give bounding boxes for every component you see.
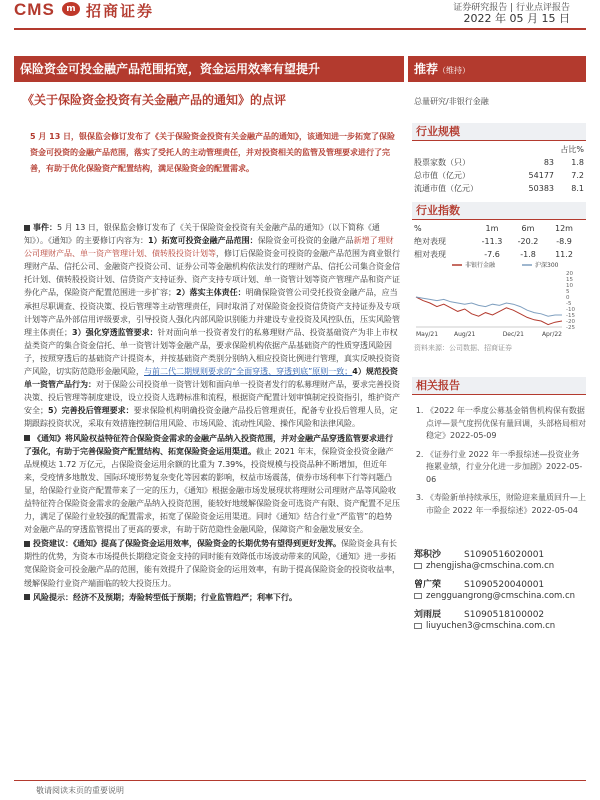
- analysts: [414, 550, 586, 632]
- table-cell: 54177: [528, 171, 554, 180]
- footer-note: 敬请阅读末页的重要说明: [36, 786, 124, 795]
- main-body: [24, 221, 400, 605]
- text: 2）落实主体责任：: [176, 288, 246, 298]
- y-tick-label: 15: [566, 277, 573, 283]
- text: 明确保险资管公司受托投资金融产品，应当承担尽职调查、投资决策、投后管理等主动管理责任，同时取消了对保险资金投资信贷资产支持证券及专项计划等产品外部信用评级要求，引导投资人强化内部风险识别能力并建设专业投资及风控队伍，压实风险管理主体责任；: [24, 288, 400, 337]
- text: 与前二代二期规则要求的“全面穿透、穿透到底”原则一致；: [144, 367, 353, 377]
- table-cell: -1.8: [520, 250, 536, 259]
- related-item[interactable]: 3. 《寿险新单持续承压，财险迎来量质回升—上市险企 2022 年一季报综述》2022-05-04: [426, 492, 586, 517]
- rating-note: （维持）: [438, 66, 471, 75]
- x-tick-label: Aug/21: [453, 331, 476, 338]
- analyst-mail-row: [414, 561, 586, 572]
- y-tick-label: 5: [566, 289, 570, 295]
- table-cell: 6m: [521, 224, 535, 233]
- text: 1）拓宽可投资金融产品范围：: [148, 236, 258, 246]
- logo-mark: m: [62, 2, 80, 16]
- mail-icon: [414, 593, 422, 599]
- table-cell: -7.6: [484, 250, 500, 259]
- report-subtitle: 《关于保险资金投资有关金融产品的通知》的点评: [22, 93, 287, 107]
- table-cell: 7.2: [571, 171, 584, 180]
- table-row: [414, 156, 584, 169]
- text: 保险资金具有长期性的优势，为资本市场提供长期稳定资金支持的同时能有效降低市场波动带来的风险，《通知》进一步拓宽保险资金可投金融产品的范围，能有效提升了保险资金的运用效率，有助于提高保险资金的投资收益率，缓解保险行业资产端面临的较大投资压力。: [24, 539, 400, 588]
- analyst-name: 郑积沙: [414, 550, 442, 560]
- table-row: [414, 222, 582, 235]
- text: 保险资金可投资的金融产品: [257, 236, 354, 246]
- table-cell: %: [414, 224, 422, 233]
- report-type: 证券研究报告 | 行业点评报告: [453, 3, 570, 13]
- table-cell: 1.8: [571, 158, 584, 167]
- analyst-id: S1090516020001: [464, 550, 545, 560]
- y-tick-label: -25: [566, 325, 575, 331]
- scale-table: [414, 143, 584, 195]
- y-tick-label: -10: [566, 307, 575, 313]
- related-item[interactable]: 1. 《2022 年一季度公募基金销售机构保有数据点评—景气度拐优保有量回调，头部格局相对稳定》2022-05-09: [426, 405, 586, 443]
- report-title: 保险资金可投金融产品范围拓宽，资金运用效率有望提升: [14, 56, 404, 82]
- text: 投资建议：: [33, 539, 73, 549]
- analyst-name: 刘雨辰: [414, 610, 442, 620]
- scale-head: 行业规模: [412, 123, 586, 141]
- analyst-email[interactable]: zhengjisha@cmschina.com.cn: [426, 561, 555, 571]
- analyst-row: [414, 580, 586, 591]
- mail-icon: [414, 563, 422, 569]
- y-tick-label: -15: [566, 313, 575, 319]
- legend-label: 非银行金融: [465, 262, 496, 269]
- analyst-row: [414, 610, 586, 621]
- text: 3）强化穿透监管要求：: [72, 327, 158, 337]
- bullet-icon: [24, 225, 30, 231]
- text: 4）规范投资单一资管产品行为：: [24, 367, 398, 390]
- text: 新增了理财公司理财产品、单一资产管理计划、债转股投资计划等: [24, 236, 394, 259]
- text: 风险提示：: [33, 592, 73, 602]
- bullet-icon: [24, 435, 30, 441]
- report-date: 2022 年 05 月 15 日: [463, 12, 570, 25]
- y-tick-label: 10: [566, 283, 573, 289]
- text: 5 月 13 日，银保监会修订发布了《关于保险资金投资有关金融产品的通知》（以下简称《通知》）。《通知》的主要修订内容为：: [24, 223, 380, 246]
- y-tick-label: 20: [566, 271, 573, 277]
- analyst-name: 曾广荣: [414, 580, 442, 590]
- index-chart: [412, 259, 588, 339]
- analyst-id: S1090520040001: [464, 580, 545, 590]
- analyst-email[interactable]: zengguangrong@cmschina.com.cn: [426, 591, 576, 601]
- text: 经济不及预期；寿险转型低于预期；行业监管趋严；利率下行。: [73, 592, 297, 602]
- analyst-type: 总量研究/非银行金融: [414, 97, 489, 106]
- table-cell: [414, 143, 514, 156]
- x-tick-label: Apr/22: [541, 331, 562, 338]
- logo-chinese: 招商证券: [86, 2, 155, 20]
- paragraph-risk: [24, 591, 400, 604]
- table-cell: 50383: [528, 184, 554, 193]
- related-list: [416, 405, 586, 523]
- table-cell: -8.9: [556, 237, 572, 246]
- table-cell: 总市值（亿元）: [414, 171, 470, 180]
- table-cell: 绝对表现: [414, 237, 446, 246]
- chart-source: 资料来源：公司数据、招商证券: [414, 344, 512, 352]
- text: ，修订后保险资金可投资的金融产品范围为商业银行理财产品、信托公司、金融资产投资公司、证券公司等金融机构依法发行的理财产品、信托公司集合资金信托计划、债转股投资计划、信贷资产支持证券、资产支持专项计划、单一资管计划等资产管理产品和资产证券化产品，保险资产配置范围进一步扩容；: [24, 249, 400, 298]
- event-lead: 事件：: [33, 223, 57, 232]
- table-cell: 8.1: [571, 184, 584, 193]
- table-cell: [514, 143, 554, 156]
- related-item[interactable]: 2. 《证券行业 2022 年一季报综述—投资业务拖累业绩，行业分化进一步加剧》2022-05-06: [426, 449, 586, 487]
- analyst-id: S1090518100002: [464, 610, 545, 620]
- table-cell: -11.3: [481, 237, 503, 246]
- legend-label: 沪深300: [535, 262, 559, 269]
- x-tick-label: May/21: [416, 331, 439, 338]
- table-cell: 股票家数（只）: [414, 158, 470, 167]
- text: 针对面向单一投资者发行的私募理财产品、投资基础资产为非上市权益类资产的集合资金信托、单一资管计划等金融产品，要求保险机构依据产品基础资产的性质穿透风险因子，按照穿透后的基础资产计提资本，并按基础资产类别分别纳入相应投资比例进行管理，真实反映投资资产风险，切实防范隐形金融风险，: [24, 327, 400, 377]
- footer-rule: [14, 780, 586, 781]
- table-cell: -20.2: [517, 237, 539, 246]
- paragraph-advice: [24, 537, 400, 589]
- series-line-0: [416, 297, 562, 325]
- text: 《通知》提高了保险资金运用效率，保险资金的长期优势有望得到更好发挥。: [73, 539, 341, 549]
- text: 《通知》将风险权益特征符合保险资金需求的金融产品纳入投资范围，并对金融产品穿透监管要求进行了强化，有助于完善保险资产配置结构、拓宽保险资金运用渠道。: [24, 433, 393, 456]
- table-row: [414, 235, 582, 248]
- text: 截止 2021 年末，保险资金投资金融产品规模达 1.72 万亿元，占保险资金运用余额的比重为 7.39%，投资规模与投资品种不断增加，但近年来，受疫情多地散发、国际环境形势复杂变化等因素的影响，权益市场震荡，债券市场利率下行等问题凸显，给保险行业资产配置带来了一定的压力，《通知》根据金融市场发展现状将理财公司理财产品等风险收益特征符合保险资金需求的金融产品纳入投资范围，能较好地缓解保险资金可选资产有限、资产配置不足压力，满足了保险行业较强的配置需求，拓宽了保险资金运用渠道。同时《通知》结合行业“严监管”的趋势对金融产品的穿透监管提出了更高的要求，有助于防范隐性金融风险，保障资产和金融发展安全。: [24, 446, 400, 535]
- table-cell: 流通市值（亿元）: [414, 184, 478, 193]
- summary: 5 月 13 日，银保监会修订发布了《关于保险资金投资有关金融产品的通知》，该通知进一步拓宽了保险资金可投资的金融产品范围，落实了受托人的主动管理责任，并对投资相关的监管及管理要求进行了完善，有助于优化保险资产配置结构，满足保险资金的配置需求。: [30, 132, 396, 173]
- text: 5）完善投后管理要求：: [48, 406, 134, 416]
- text: 对于保险公司投资单一资管计划和面向单一投资者发行的私募理财产品，要求完善投资决策、投后管理等制度建设，设立投资人选聘标准和流程，根据资产配置计划审慎制定投资指引，维护资产安全；: [24, 380, 400, 416]
- analyst-mail-row: [414, 591, 586, 602]
- analyst-row: [414, 550, 586, 561]
- table-row: [414, 143, 584, 156]
- table-cell: 1m: [485, 224, 499, 233]
- table-cell: 83: [543, 158, 554, 167]
- rating-label: 推荐: [414, 62, 439, 76]
- x-tick-label: Dec/21: [502, 331, 524, 338]
- bullet-icon: [24, 594, 30, 600]
- paragraph-analysis: [24, 432, 400, 537]
- table-row: [414, 182, 584, 195]
- table-cell: 相对表现: [414, 250, 446, 259]
- text: 要求保险机构明确投资金融产品投后管理责任，配备专业投后管理人员，定期跟踪投资状况，采取有效措施控制信用风险、市场风险、流动性风险、操作风险和法律风险。: [24, 406, 398, 429]
- table-row: [414, 169, 584, 182]
- index-head: 行业指数: [412, 202, 586, 220]
- paragraph-event: [24, 221, 400, 431]
- mail-icon: [414, 623, 422, 629]
- y-tick-label: -5: [566, 301, 572, 307]
- header-rule: [14, 28, 586, 30]
- analyst-mail-row: [414, 621, 586, 632]
- y-tick-label: 0: [566, 295, 570, 301]
- index-table: [414, 222, 582, 261]
- bullet-icon: [24, 541, 30, 547]
- logo-latin: CMS: [14, 0, 55, 19]
- y-tick-label: -20: [566, 319, 575, 325]
- table-cell: 11.2: [555, 250, 573, 259]
- related-head: 相关报告: [412, 377, 586, 395]
- scale-col-header: 占比%: [560, 145, 584, 154]
- rating-bar: [408, 56, 586, 82]
- table-cell: 12m: [555, 224, 573, 233]
- analyst-email[interactable]: liuyuchen3@cmschina.com.cn: [426, 621, 556, 631]
